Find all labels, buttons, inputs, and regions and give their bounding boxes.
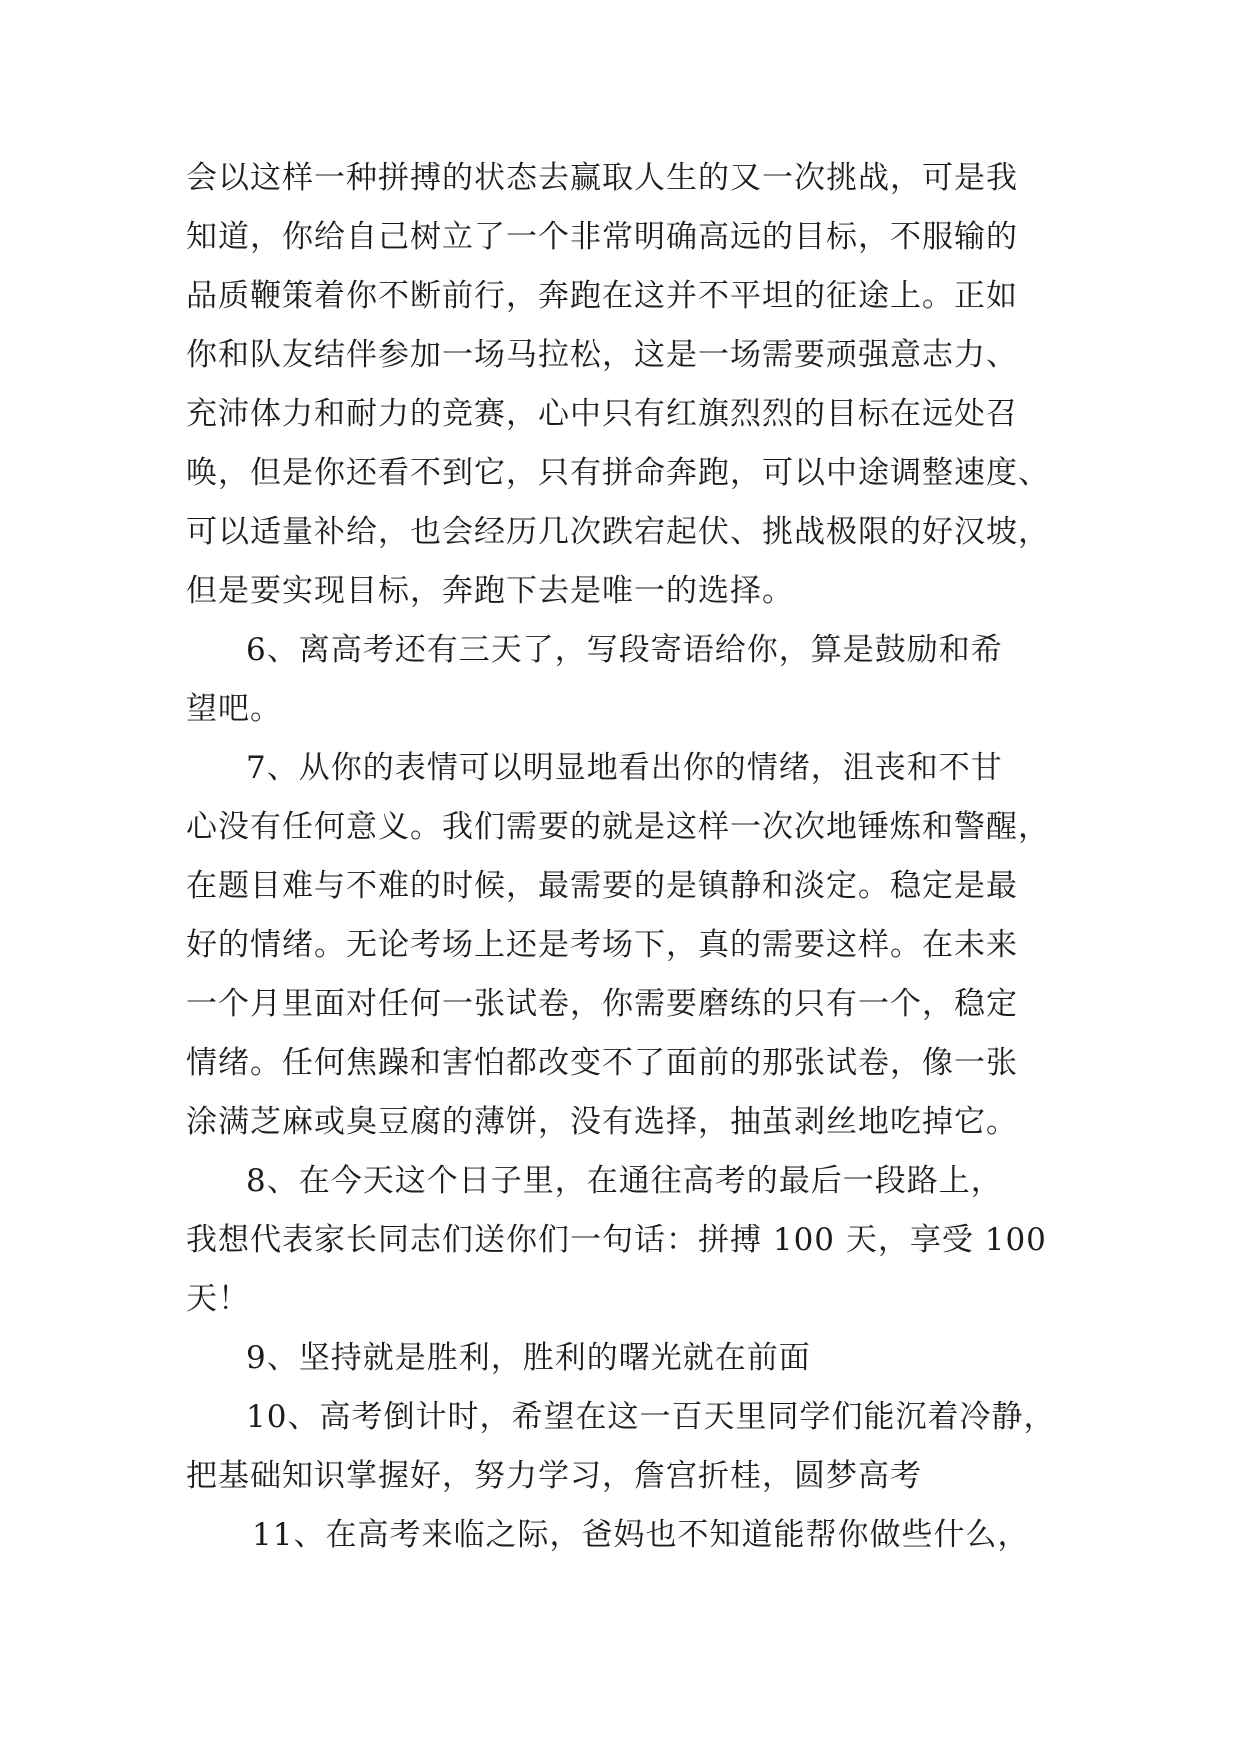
text-line: 望吧。 (186, 691, 282, 727)
text-line: 你和队友结伴参加一场马拉松，这是一场需要顽强意志力、 (186, 337, 1018, 373)
text-line: 7、从你的表情可以明显地看出你的情绪，沮丧和不甘 (246, 750, 1003, 786)
text-line: 9、坚持就是胜利，胜利的曙光就在前面 (246, 1340, 811, 1376)
text-line: 我想代表家长同志们送你们一句话：拼搏 100 天，享受 100 (186, 1222, 1047, 1258)
text-line: 10、高考倒计时，希望在这一百天里同学们能沉着冷静， (246, 1399, 1056, 1435)
text-line: 会以这样一种拼搏的状态去赢取人生的又一次挑战，可是我 (186, 160, 1018, 196)
text-line: 知道，你给自己树立了一个非常明确高远的目标，不服输的 (186, 219, 1018, 255)
text-line: 天！ (186, 1281, 250, 1317)
text-line: 8、在今天这个日子里，在通往高考的最后一段路上， (246, 1163, 1003, 1199)
text-line: 涂满芝麻或臭豆腐的薄饼，没有选择，抽茧剥丝地吃掉它。 (186, 1104, 1018, 1140)
text-line: 一个月里面对任何一张试卷，你需要磨练的只有一个，稳定 (186, 986, 1018, 1022)
text-line: 但是要实现目标，奔跑下去是唯一的选择。 (186, 573, 794, 609)
text-line: 充沛体力和耐力的竞赛，心中只有红旗烈烈的目标在远处召 (186, 396, 1018, 432)
text-line: 唤，但是你还看不到它，只有拼命奔跑，可以中途调整速度、 (186, 455, 1050, 491)
text-line: 11、在高考来临之际，爸妈也不知道能帮你做些什么， (252, 1517, 1030, 1553)
text-line: 在题目难与不难的时候，最需要的是镇静和淡定。稳定是最 (186, 868, 1018, 904)
text-line: 品质鞭策着你不断前行，奔跑在这并不平坦的征途上。正如 (186, 278, 1018, 314)
text-line: 好的情绪。无论考场上还是考场下，真的需要这样。在未来 (186, 927, 1018, 963)
text-line: 6、离高考还有三天了，写段寄语给你，算是鼓励和希 (246, 632, 1003, 668)
text-line: 心没有任何意义。我们需要的就是这样一次次地锤炼和警醒， (186, 809, 1050, 845)
text-line: 可以适量补给，也会经历几次跌宕起伏、挑战极限的好汉坡， (186, 514, 1050, 550)
text-line: 把基础知识掌握好，努力学习，詹宫折桂，圆梦高考 (186, 1458, 922, 1494)
text-line: 情绪。任何焦躁和害怕都改变不了面前的那张试卷，像一张 (186, 1045, 1018, 1081)
